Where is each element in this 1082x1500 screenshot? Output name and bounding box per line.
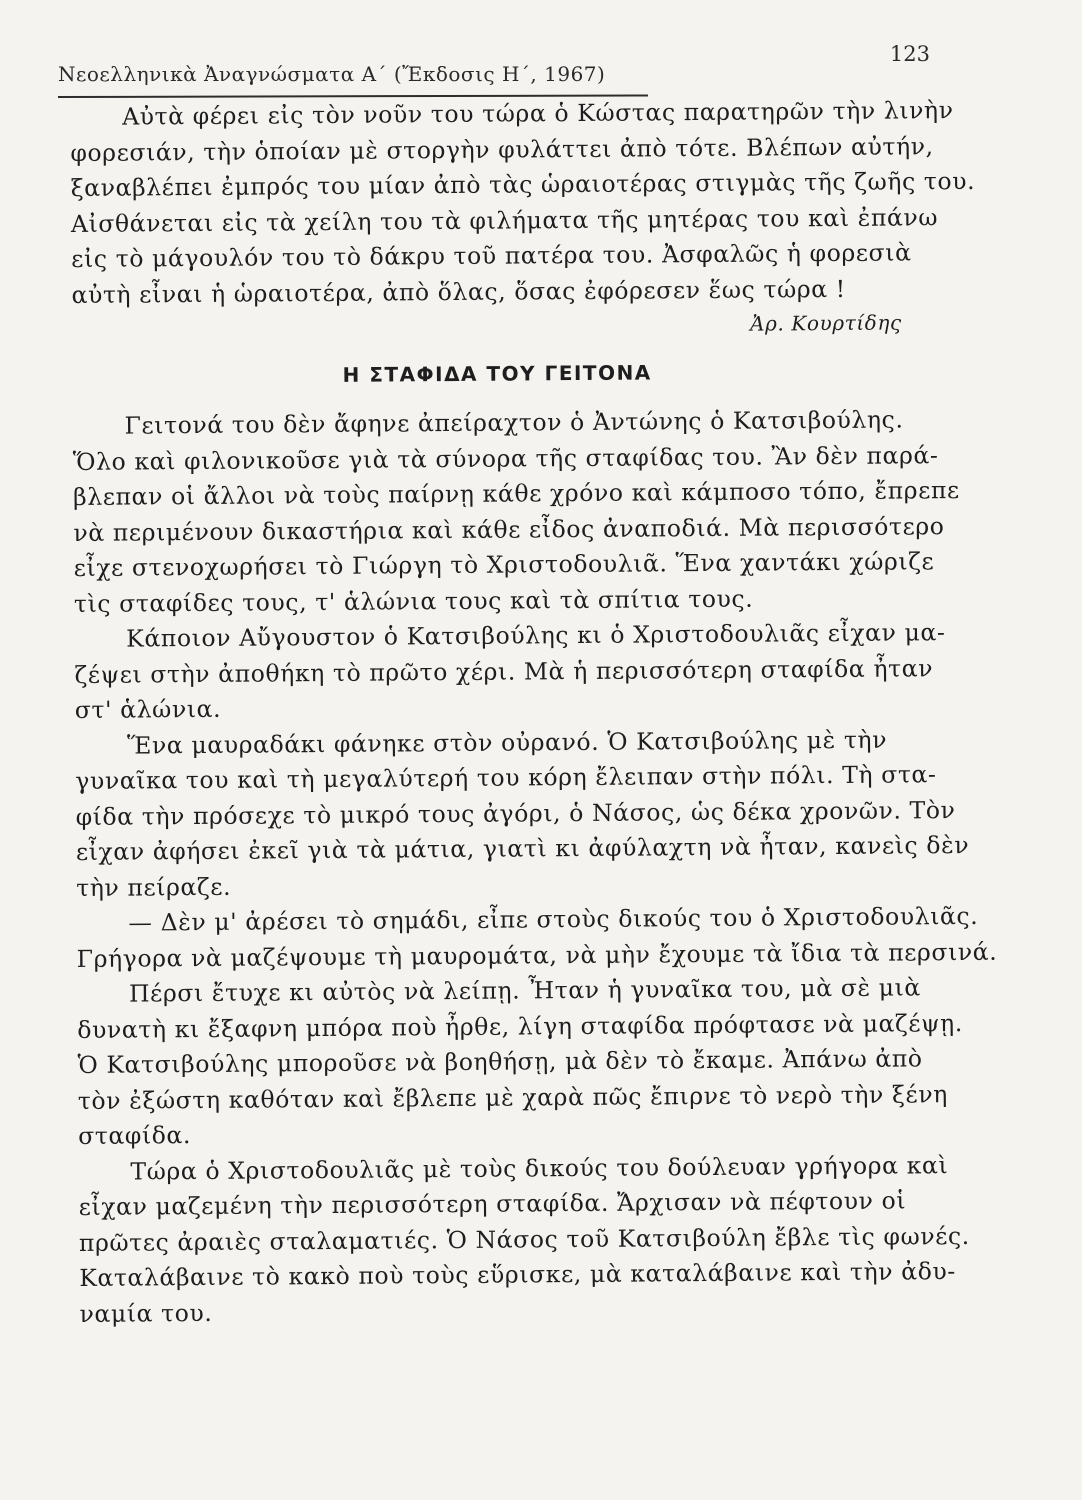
text-line: Ὁ Κατσιβούλης μποροῦσε νὰ βοηθήσῃ, μὰ δὲν τὸ ἔκαμε. Ἀπάνω ἀπὸ bbox=[77, 1044, 923, 1079]
text-line: δυνατὴ κι ἔξαφνη μπόρα ποὺ ἦρθε, λίγη σταφίδα πρόφτασε νὰ μαζέψῃ. bbox=[77, 1008, 963, 1044]
text-line: — Δὲν μ' ἀρέσει τὸ σημάδι, εἶπε στοὺς δικούς του ὁ Χριστοδουλιᾶς. bbox=[128, 901, 979, 937]
story-paragraph bbox=[76, 899, 998, 977]
text-line: νὰ περιμένουν δικαστήρια καὶ κάθε εἶδος ἀναποδιά. Μὰ περισσότερο bbox=[73, 511, 945, 547]
text-line: Ὅλο καὶ φιλονικοῦσε γιὰ τὰ σύνορα τῆς σταφίδας του. Ἂν δὲν παρά- bbox=[72, 440, 939, 476]
text-line: φορεσιάν, τὴν ὁποίαν μὲ στοργὴν φυλάττει ἀπὸ τότε. Βλέπων αὐτήν, bbox=[70, 131, 934, 167]
text-line: τὶς σταφίδες τους, τ' ἁλώνια τους καὶ τὰ σπίτια τους. bbox=[73, 584, 754, 618]
running-head: Νεοελληνικὰ Ἀναγνώσματα Α΄ (Ἔκδοσις Η΄, 1967) bbox=[58, 62, 606, 86]
text-line: Γρήγορα νὰ μαζέψουμε τὴ μαυρομάτα, νὰ μὴν ἔχουμε τὰ ἴδια τὰ περσινά. bbox=[76, 937, 998, 973]
text-line: ζέψει στὴν ἀποθήκη τὸ πρῶτο χέρι. Μὰ ἡ περισσότερη σταφίδα ἦταν bbox=[74, 653, 934, 689]
story-paragraph bbox=[74, 615, 955, 728]
story-paragraph bbox=[72, 402, 960, 622]
text-line: Γειτονά του δὲν ἄφηνε ἀπείραχτον ὁ Ἀντώνης ὁ Κατσιβούλης. bbox=[124, 405, 904, 440]
story-paragraph bbox=[78, 1148, 970, 1332]
page-number: 123 bbox=[889, 42, 930, 66]
text-line: σταφίδα. bbox=[78, 1121, 192, 1150]
text-line: εἶχαν μαζεμένη τὴν περισσότερη σταφίδα. Ἄρχισαν νὰ πέφτουν οἱ bbox=[78, 1186, 907, 1221]
intro-passage bbox=[70, 93, 976, 345]
text-line: εἶχε στενοχωρήσει τὸ Γιώργη τὸ Χριστοδουλιᾶ. Ἕνα χαντάκι χώριζε bbox=[73, 547, 935, 582]
text-line: ξαναβλέπει ἐμπρός του μίαν ἀπὸ τὰς ὡραιοτέρας στιγμὰς τῆς ζωῆς του. bbox=[70, 166, 976, 202]
text-line: Αἰσθάνεται εἰς τὰ χείλη του τὰ φιλήματα τῆς μητέρας του καὶ ἐπάνω bbox=[70, 202, 939, 238]
text-line: γυναῖκα του καὶ τὴ μεγαλύτερή του κόρη ἔλειπαν στὴν πόλι. Τὴ στα- bbox=[75, 760, 937, 795]
text-line: ναμία του. bbox=[79, 1298, 213, 1328]
text-line: Πέρσι ἔτυχε κι αὐτὸς νὰ λείπῃ. Ἦταν ἡ γυναῖκα του, μὰ σὲ μιὰ bbox=[128, 973, 921, 1008]
text-line: πρῶτες ἀραιὲς σταλαματιές. Ὁ Νάσος τοῦ Κατσιβούλη ἔβλε τὶς φωνές. bbox=[78, 1221, 970, 1257]
text-line: Τώρα ὁ Χριστοδουλιᾶς μὲ τοὺς δικούς του δούλευαν γρήγορα καὶ bbox=[130, 1150, 949, 1186]
text-line: βλεπαν οἱ ἄλλοι νὰ τοὺς παίρνῃ κάθε χρόνο καὶ κάμποσο τόπο, ἔπρεπε bbox=[73, 476, 960, 511]
text-line: τὸν ἐξώστη καθόταν καὶ ἔβλεπε μὲ χαρὰ πῶς ἔπιρνε τὸ νερὸ τὴν ξένη bbox=[77, 1079, 948, 1115]
text-line: αὐτὴ εἶναι ἡ ὡραιοτέρα, ἀπὸ ὅλας, ὅσας ἐφόρεσεν ἕως τώρα ! bbox=[71, 274, 846, 309]
text-line: εἰς τὸ μάγουλόν του τὸ δάκρυ τοῦ πατέρα του. Ἀσφαλῶς ἡ φορεσιὰ bbox=[71, 238, 912, 273]
text-line: Αὐτὰ φέρει εἰς τὸν νοῦν του τώρα ὁ Κώστας παρατηρῶν τὴν λινὴν bbox=[122, 96, 954, 131]
text-line: φίδα τὴν πρόσεχε τὸ μικρό τους ἀγόρι, ὁ Νάσος, ὡς δέκα χρονῶν. Τὸν bbox=[75, 795, 956, 831]
page-body bbox=[70, 93, 998, 1332]
page-header bbox=[58, 40, 930, 96]
story-paragraph bbox=[75, 722, 970, 906]
text-line: Καταλάβαινε τὸ κακὸ ποὺ τοὺς εὕρισκε, μὰ καταλάβαινε καὶ τὴν ἀδυ- bbox=[79, 1257, 956, 1292]
story-title: Η ΣΤΑΦΙΔΑ ΤΟΥ ΓΕΙΤΟΝΑ bbox=[342, 360, 652, 387]
text-line: Ἕνα μαυραδάκι φάνηκε στὸν οὐρανό. Ὁ Κατσιβούλης μὲ τὴν bbox=[126, 725, 888, 760]
author-signature: Ἀρ. Κουρτίδης bbox=[749, 310, 902, 336]
text-line: Κάποιον Αὔγουστον ὁ Κατσιβούλης κι ὁ Χριστοδουλιᾶς εἶχαν μα- bbox=[126, 618, 946, 653]
story-paragraph bbox=[77, 970, 963, 1154]
text-line: τὴν πείραζε. bbox=[76, 872, 232, 902]
text-line: στ' ἁλώνια. bbox=[74, 694, 222, 724]
text-line: εἶχαν ἀφήσει ἐκεῖ γιὰ τὰ μάτια, γιατὶ κι ἀφύλαχτη νὰ ἦταν, κανεὶς δὲν bbox=[75, 830, 970, 866]
